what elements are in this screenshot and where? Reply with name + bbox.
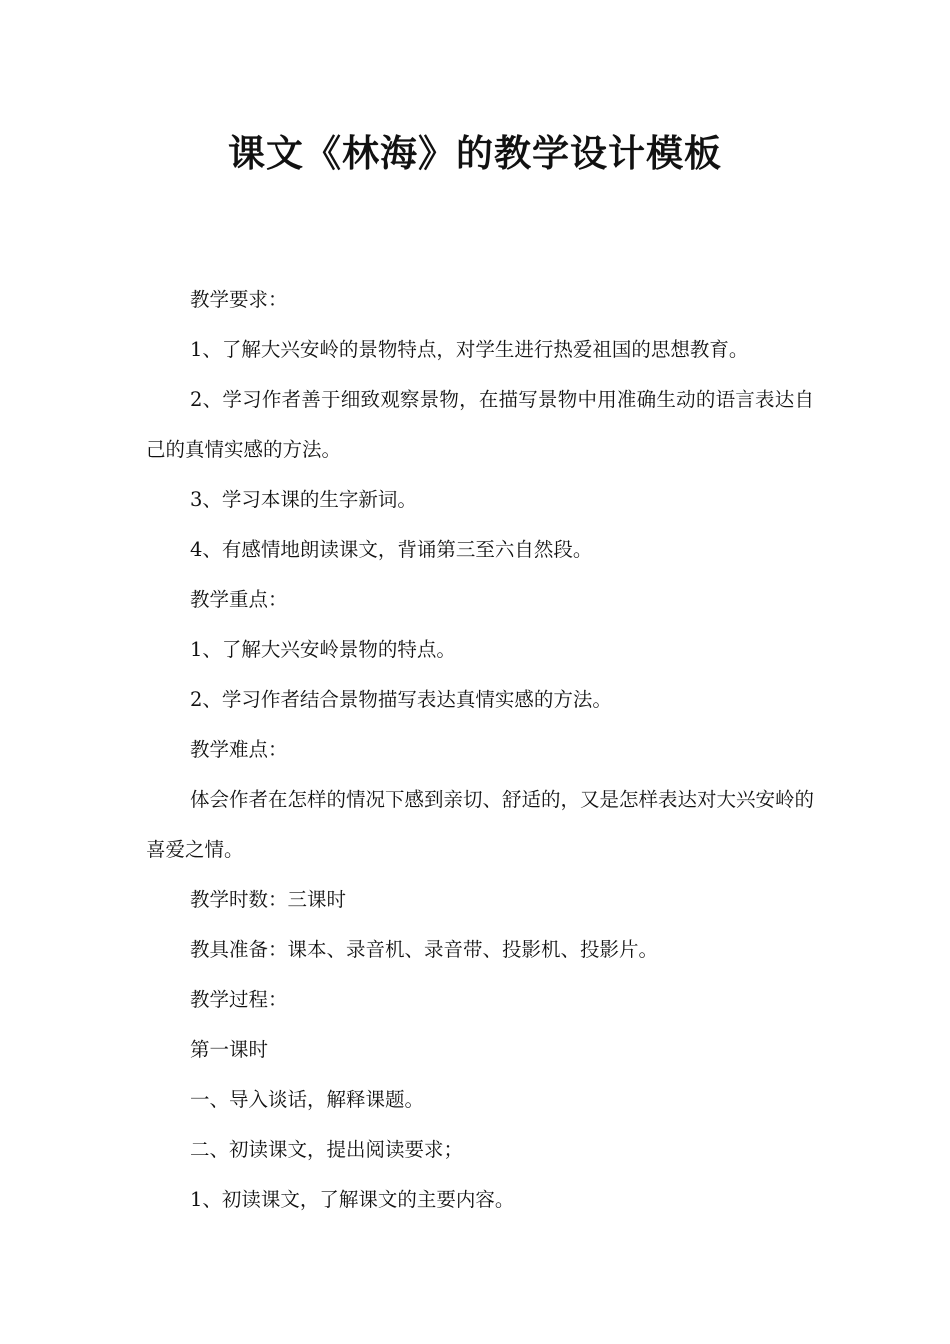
requirement-item-2: 2、学习作者善于细致观察景物，在描写景物中用准确生动的语言表达自己的真情实感的方法。	[146, 388, 814, 461]
difficulty-text: 体会作者在怎样的情况下感到亲切、舒适的，又是怎样表达对大兴安岭的喜爱之情。	[146, 788, 815, 861]
lesson-one-heading: 第一课时	[190, 1038, 269, 1061]
document-title: 课文《林海》的教学设计模板	[228, 132, 722, 175]
requirement-item-3: 3、学习本课的生字新词。	[190, 488, 417, 511]
key-point-item-1: 1、了解大兴安岭景物的特点。	[190, 638, 456, 661]
class-hours-line: 教学时数：三课时	[190, 888, 347, 911]
process-substep-1: 1、初读课文，了解课文的主要内容。	[190, 1188, 515, 1211]
section-heading-difficulties: 教学难点：	[190, 738, 288, 761]
key-point-item-2: 2、学习作者结合景物描写表达真情实感的方法。	[190, 688, 612, 711]
document-body	[146, 275, 814, 1225]
section-heading-requirements: 教学要求：	[190, 288, 288, 311]
process-step-1: 一、导入谈话，解释课题。	[190, 1088, 425, 1111]
section-heading-key-points: 教学重点：	[190, 588, 288, 611]
section-heading-process: 教学过程：	[190, 988, 288, 1011]
process-step-2: 二、初读课文，提出阅读要求；	[190, 1138, 464, 1161]
teaching-aids-line: 教具准备：课本、录音机、录音带、投影机、投影片。	[190, 938, 659, 961]
requirement-item-4: 4、有感情地朗读课文，背诵第三至六自然段。	[190, 538, 593, 561]
requirement-item-1: 1、了解大兴安岭的景物特点，对学生进行热爱祖国的思想教育。	[190, 338, 749, 361]
